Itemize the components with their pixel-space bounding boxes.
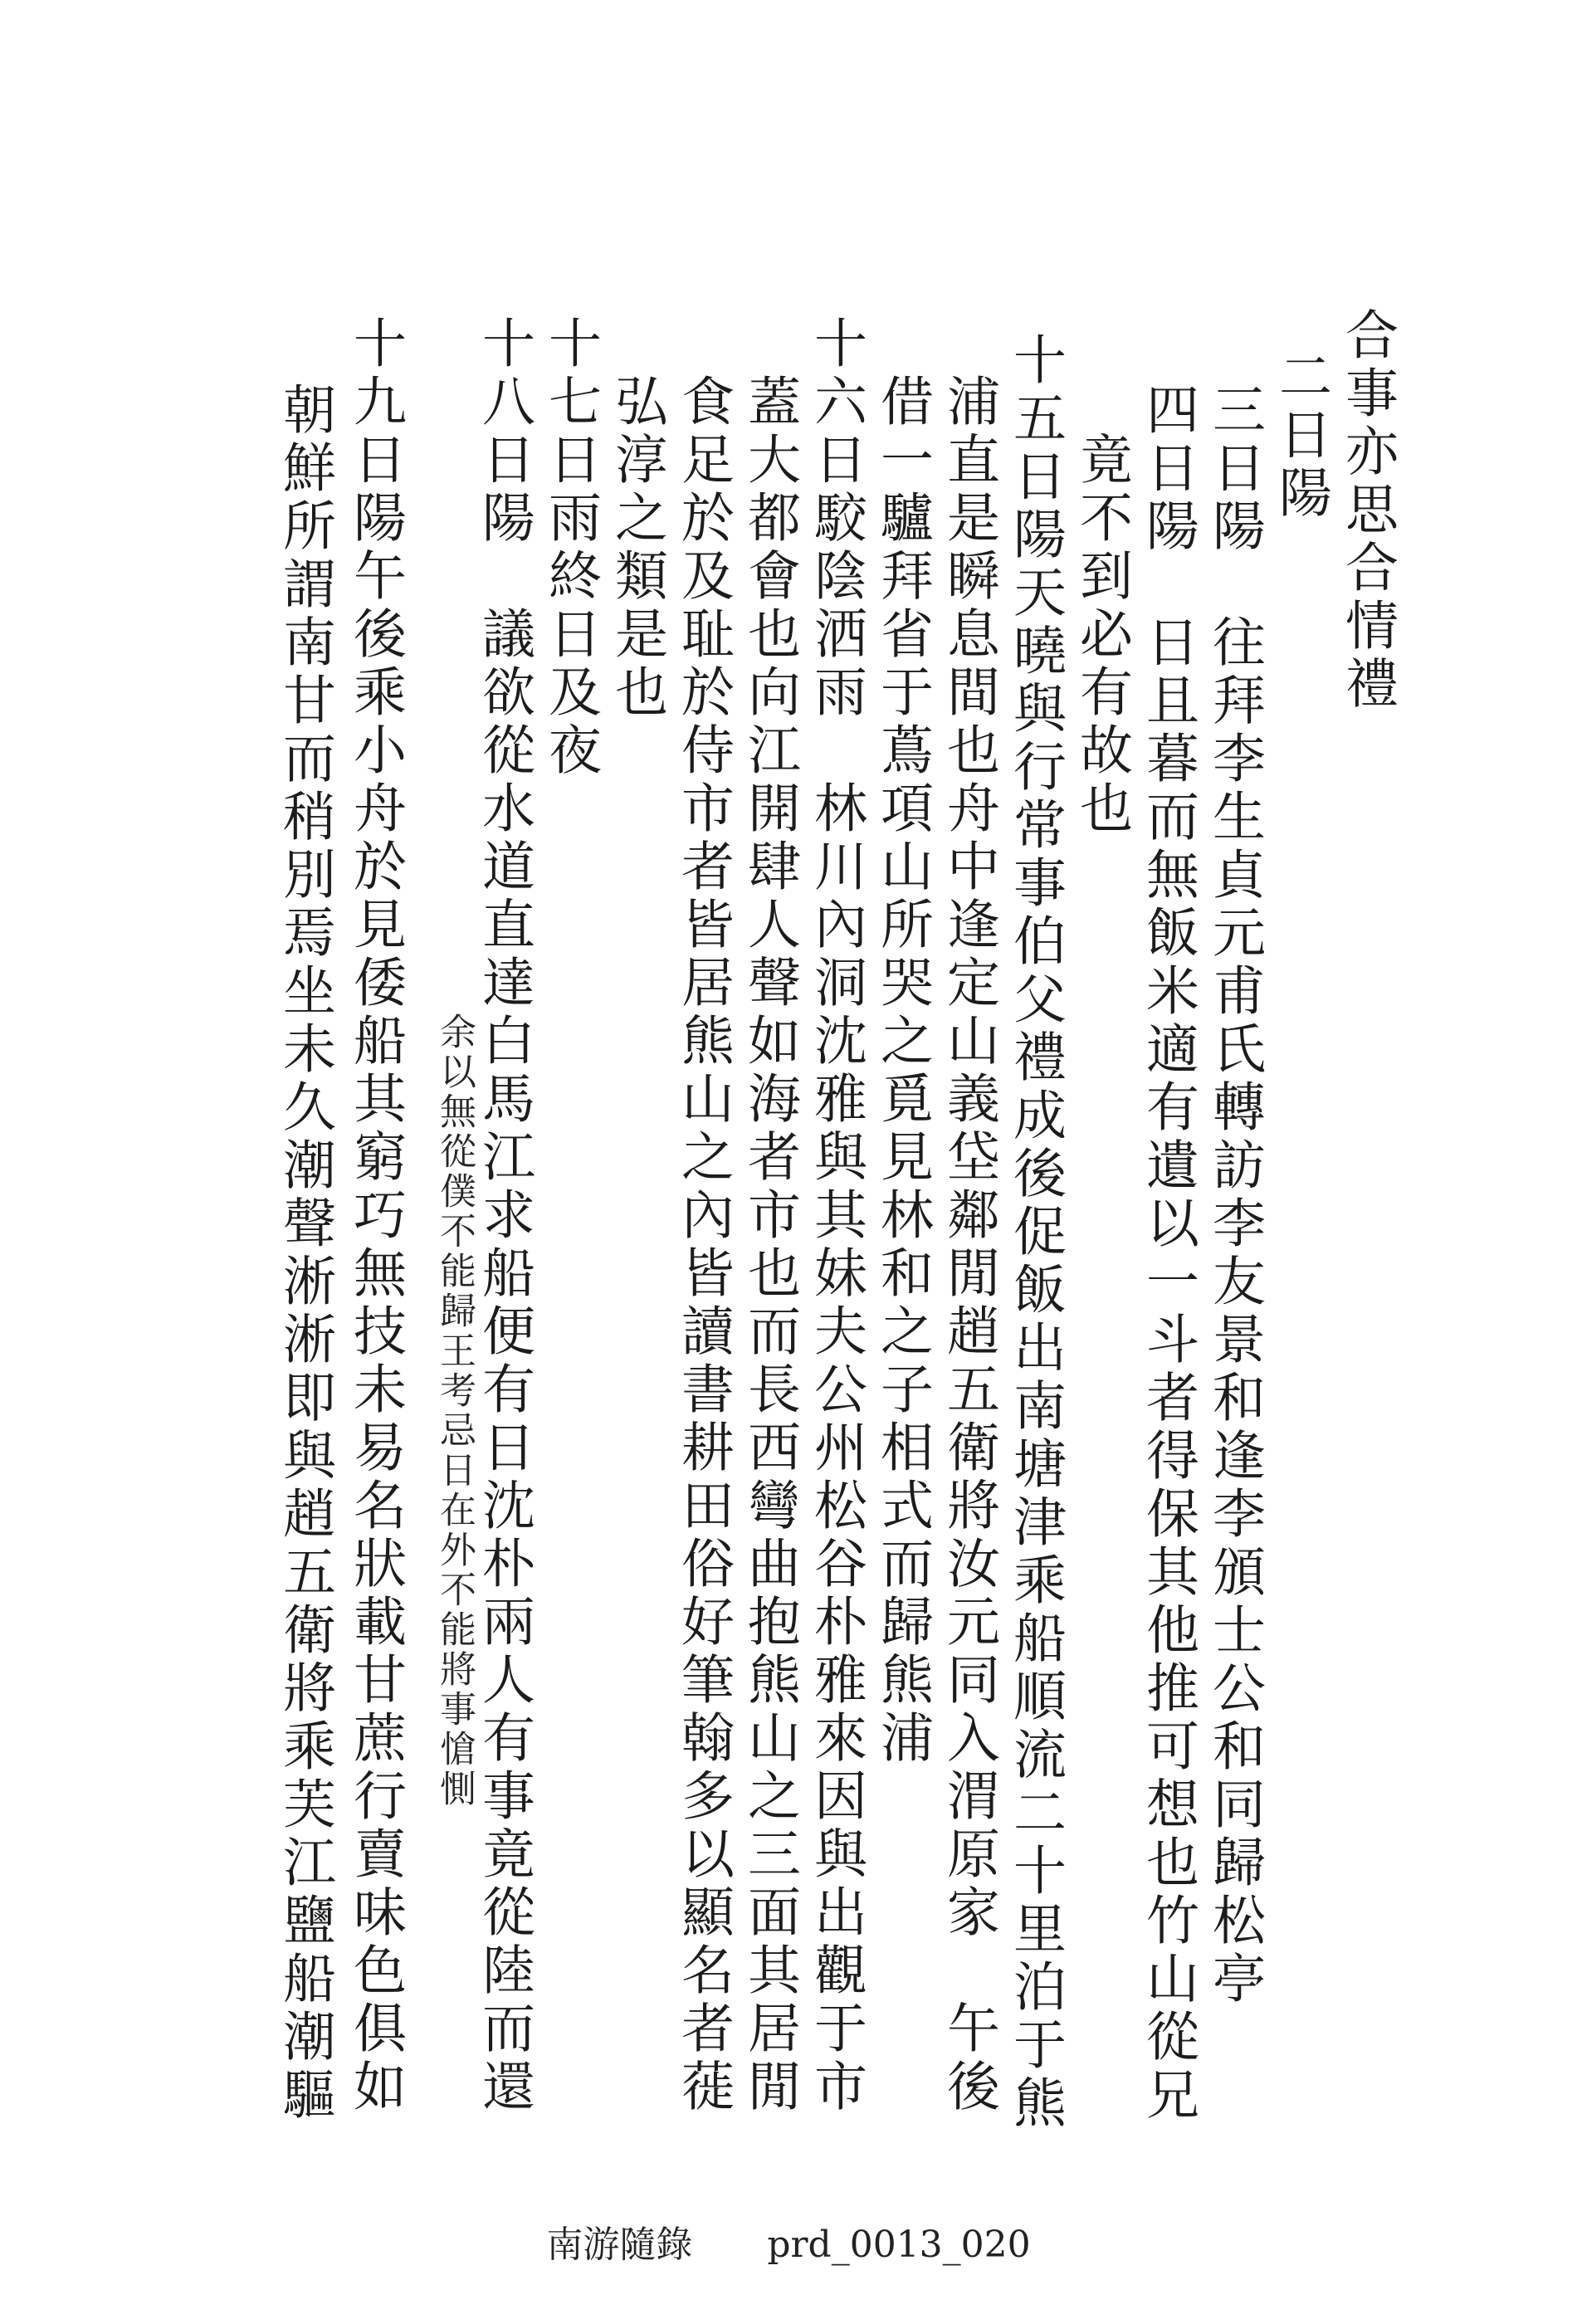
manuscript-column: 朝鮮所謂南甘而稍別焉坐未久潮聲淅淅即與趙五衛將乘芙江鹽船潮驅 <box>274 382 335 2125</box>
manuscript-column: 十八日陽 議欲從水道直達白馬江求船便有日沈朴兩人有事竟從陸而還 <box>473 315 535 2116</box>
manuscript-column: 借一驢拜省于蔦項山所哭之覓見林和之子相式而歸熊浦 <box>872 374 933 1768</box>
manuscript-column: 蓋大都會也向江開肆人聲如海者市也而長西彎曲抱熊山之三面其居閒 <box>739 374 800 2116</box>
manuscript-annotation: 余以無從僕不能歸王考忌日在外不能將事愴惻 <box>433 1013 476 1809</box>
manuscript-column: 三日陽 往拜李生貞元甫氏轉訪李友景和逢李頒士公和同歸松亭 <box>1204 382 1265 2009</box>
manuscript-text-block <box>224 307 1403 2133</box>
footer-code: prd_0013_020 <box>767 2224 1031 2266</box>
manuscript-column: 合事亦思合情禮 <box>1336 307 1398 714</box>
manuscript-column: 十七日雨終日及夜 <box>540 315 601 780</box>
footer-title: 南游隨錄 <box>546 2224 693 2266</box>
manuscript-column: 竟不到必有故也 <box>1071 432 1132 838</box>
manuscript-column: 十六日駮陰洒雨 林川內洞沈雅與其妹夫公州松谷朴雅來因與出觀于市 <box>805 315 867 2116</box>
manuscript-column: 食足於及耻於侍市者皆居熊山之內皆讀書耕田俗好筆翰多以顯名者蓰 <box>672 374 734 2116</box>
manuscript-column: 四日陽 日且暮而無飯米適有遺以一斗者得保其他推可想也竹山從兄 <box>1137 382 1199 2125</box>
manuscript-column: 浦直是瞬息間也舟中逢定山義垈鄰閒趙五衛將汝元同入渭原家 午後 <box>938 374 999 2116</box>
manuscript-column: 十九日陽午後乘小舟於見倭船其窮巧無技未易名狀載甘蔗行賣味色俱如 <box>344 315 406 2116</box>
page-footer <box>0 2214 1577 2268</box>
manuscript-column: 二日陽 <box>1270 349 1331 523</box>
manuscript-column: 弘淳之類是也 <box>606 374 667 722</box>
manuscript-column: 十五日陽天曉與行常事伯父禮成後促飯出南塘津乘船順流二十里泊于熊 <box>1004 332 1066 2133</box>
